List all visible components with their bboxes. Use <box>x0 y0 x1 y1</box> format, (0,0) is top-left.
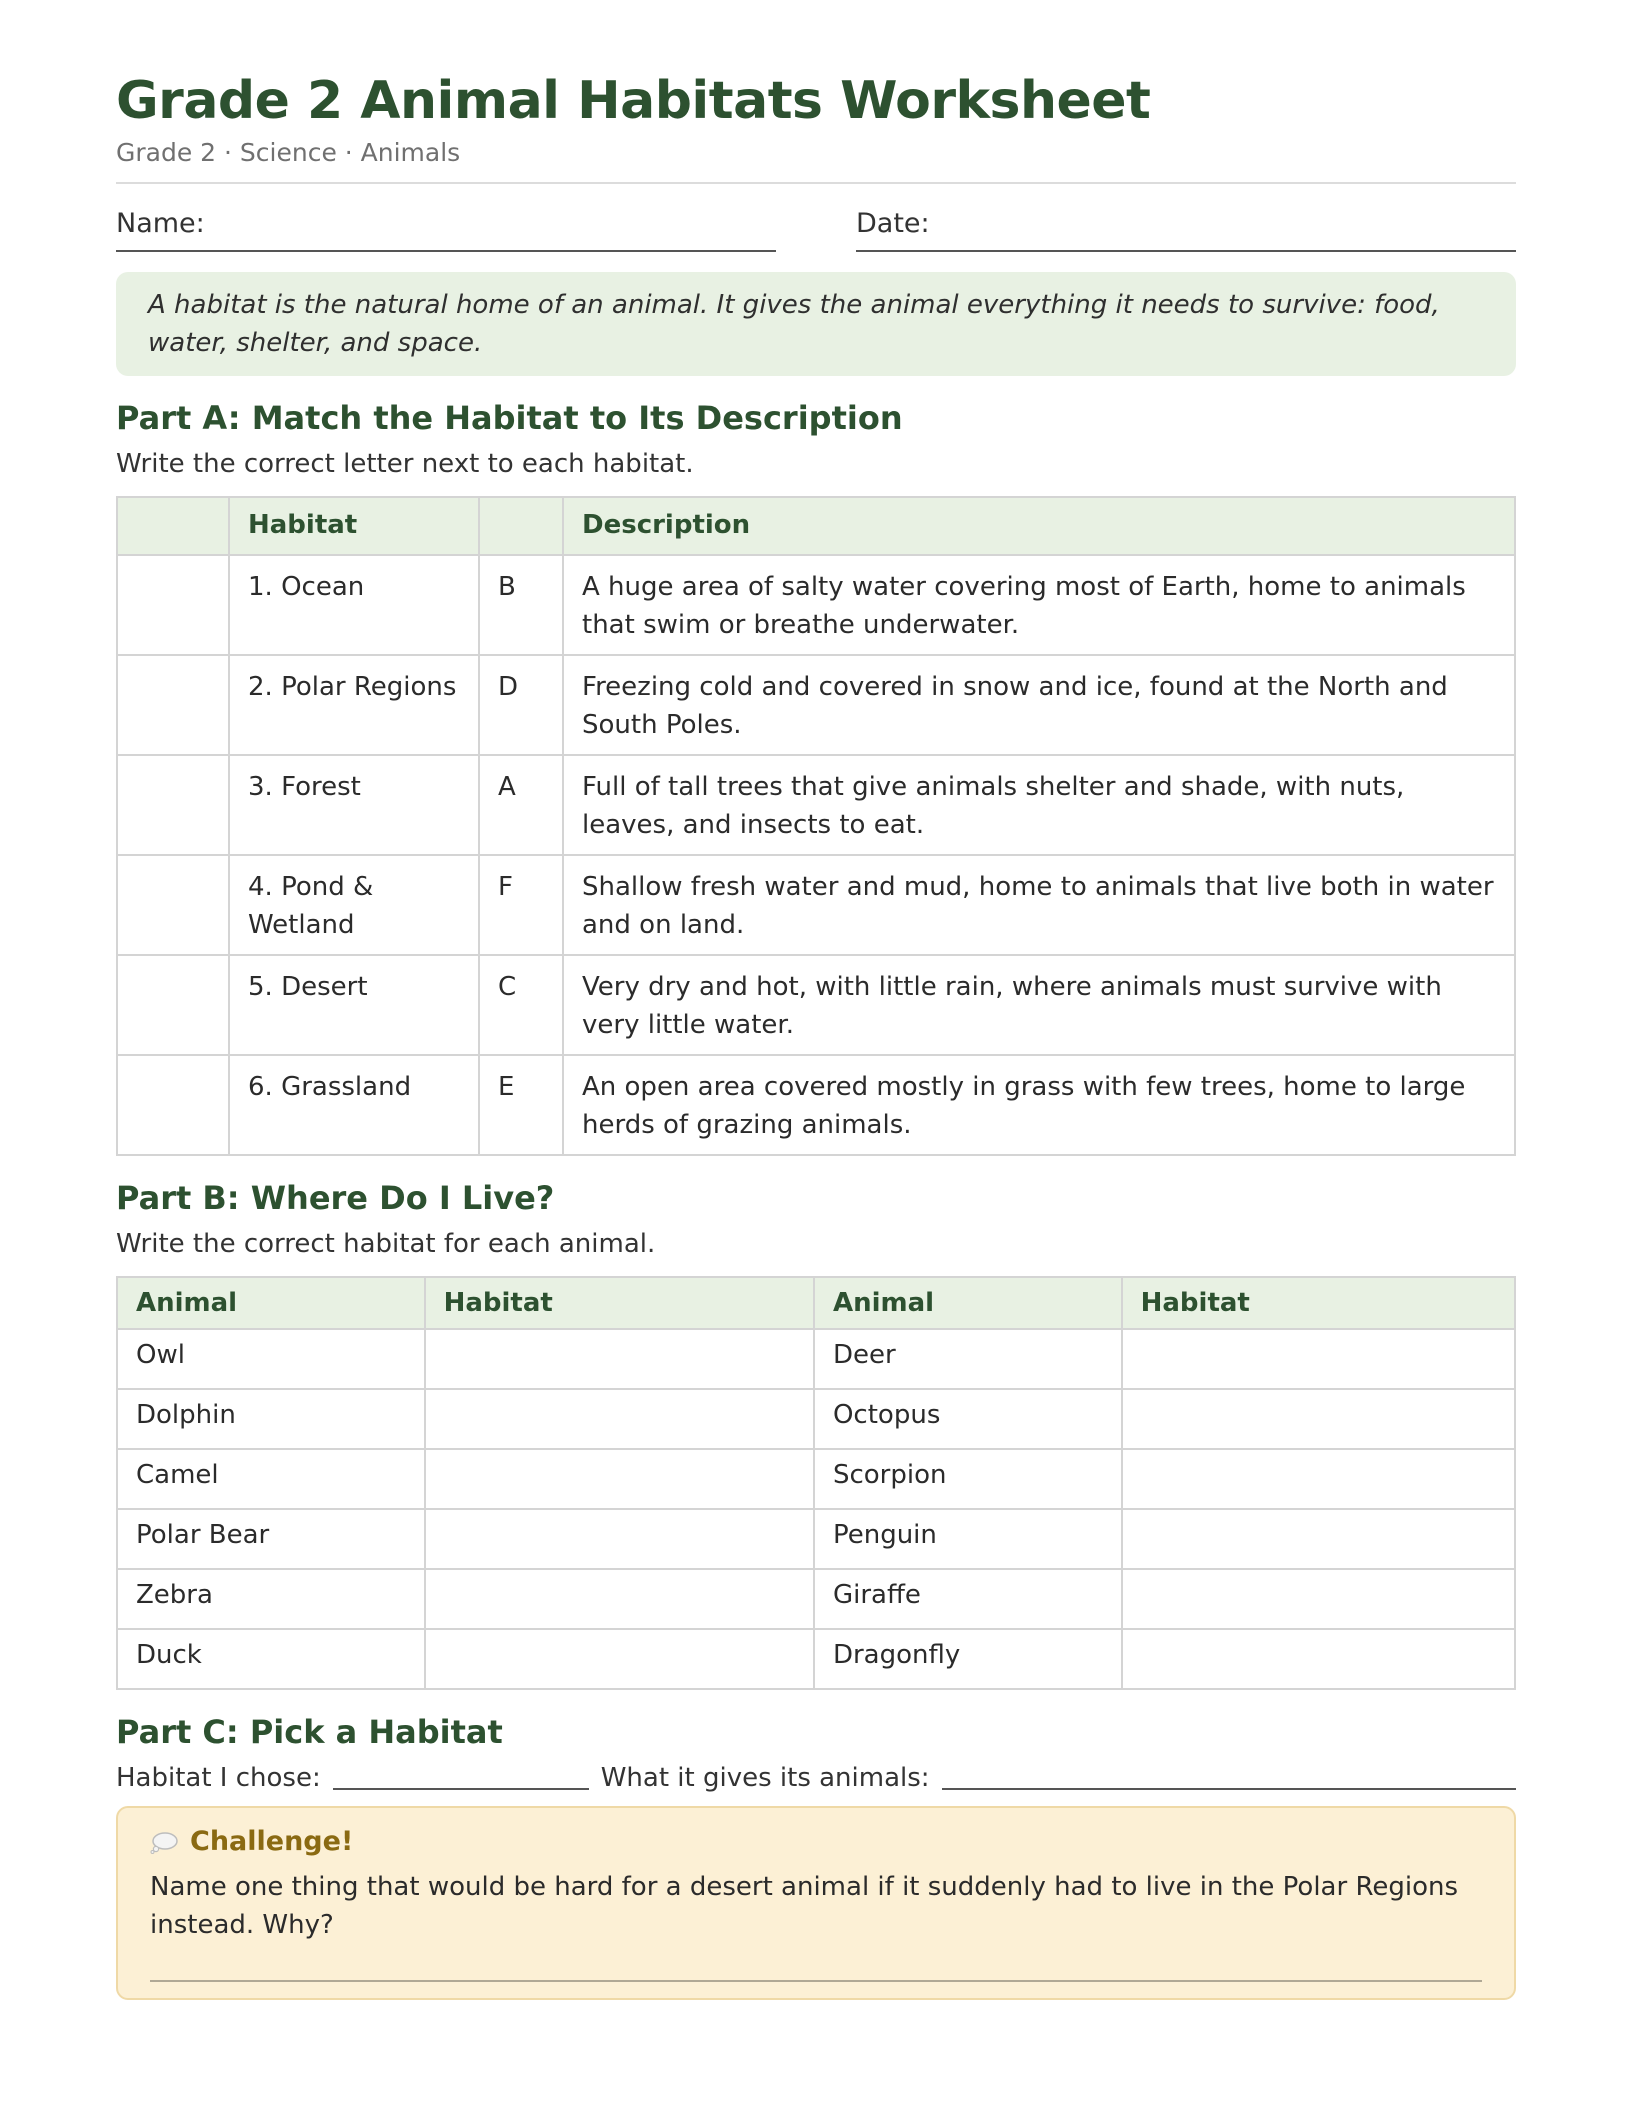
letter-cell: A <box>479 755 563 855</box>
part-c-title: Part C: Pick a Habitat <box>116 1713 503 1751</box>
animal-cell: Scorpion <box>814 1449 1122 1509</box>
table-row <box>117 955 1515 1055</box>
answer-blank[interactable] <box>117 855 229 955</box>
table-header-cell: Habitat <box>229 497 479 555</box>
animal-cell: Camel <box>117 1449 425 1509</box>
table-header-cell: Habitat <box>1122 1277 1515 1329</box>
page-title: Grade 2 Animal Habitats Worksheet <box>116 71 1151 131</box>
worksheet-page <box>116 70 1516 2000</box>
table-row <box>117 1055 1515 1155</box>
table-row <box>117 1389 1515 1449</box>
table-row <box>117 1329 1515 1389</box>
animal-cell: Octopus <box>814 1389 1122 1449</box>
part-a-instruction: Write the correct letter next to each habitat. <box>116 449 694 479</box>
habitat-chose-label: Habitat I chose: <box>116 1763 321 1793</box>
gives-label: What it gives its animals: <box>600 1763 930 1793</box>
animal-cell: Penguin <box>814 1509 1122 1569</box>
habitat-answer-cell[interactable] <box>1122 1329 1515 1389</box>
habitat-answer-cell[interactable] <box>425 1329 814 1389</box>
table-row <box>117 1509 1515 1569</box>
answer-blank[interactable] <box>117 1055 229 1155</box>
table-header-cell: Animal <box>117 1277 425 1329</box>
table-header-row <box>117 1277 1515 1329</box>
habitat-answer-cell[interactable] <box>1122 1629 1515 1689</box>
habitat-cell: 1. Ocean <box>229 555 479 655</box>
table-header-cell <box>117 497 229 555</box>
challenge-title: Challenge! <box>190 1826 354 1857</box>
date-field[interactable] <box>856 204 1516 252</box>
habitat-cell: 3. Forest <box>229 755 479 855</box>
letter-cell: C <box>479 955 563 1055</box>
intro-box: A habitat is the natural home of an animal. It gives the animal everything it needs to survive: food, water, shelter, and space. <box>116 272 1516 376</box>
description-cell: A huge area of salty water covering most of Earth, home to animals that swim or breathe underwater. <box>563 555 1515 655</box>
part-b-instruction: Write the correct habitat for each animal. <box>116 1229 656 1259</box>
part-a-table <box>116 496 1516 1156</box>
animal-cell: Giraffe <box>814 1569 1122 1629</box>
table-row <box>117 1629 1515 1689</box>
habitat-answer-cell[interactable] <box>1122 1569 1515 1629</box>
table-row <box>117 1569 1515 1629</box>
page-subtitle: Grade 2 · Science · Animals <box>116 138 461 167</box>
table-row <box>117 855 1515 955</box>
challenge-heading <box>150 1824 1482 1860</box>
habitat-answer-cell[interactable] <box>425 1449 814 1509</box>
habitat-cell: 6. Grassland <box>229 1055 479 1155</box>
habitat-cell: 4. Pond & Wetland <box>229 855 479 955</box>
letter-cell: E <box>479 1055 563 1155</box>
challenge-box <box>116 1806 1516 2000</box>
name-date-row <box>116 204 1516 252</box>
description-cell: Shallow fresh water and mud, home to animals that live both in water and on land. <box>563 855 1515 955</box>
habitat-cell: 5. Desert <box>229 955 479 1055</box>
date-label: Date: <box>856 208 930 239</box>
answer-blank[interactable] <box>117 655 229 755</box>
letter-cell: D <box>479 655 563 755</box>
letter-cell: B <box>479 555 563 655</box>
animal-cell: Owl <box>117 1329 425 1389</box>
animal-cell: Zebra <box>117 1569 425 1629</box>
answer-blank[interactable] <box>117 755 229 855</box>
habitat-answer-cell[interactable] <box>425 1389 814 1449</box>
part-a-title: Part A: Match the Habitat to Its Description <box>116 399 903 437</box>
habitat-answer-cell[interactable] <box>425 1629 814 1689</box>
description-cell: Freezing cold and covered in snow and ice, found at the North and South Poles. <box>563 655 1515 755</box>
animal-cell: Polar Bear <box>117 1509 425 1569</box>
animal-cell: Duck <box>117 1629 425 1689</box>
description-cell: Very dry and hot, with little rain, where animals must survive with very little water. <box>563 955 1515 1055</box>
letter-cell: F <box>479 855 563 955</box>
part-b-title: Part B: Where Do I Live? <box>116 1179 555 1217</box>
table-header-cell: Animal <box>814 1277 1122 1329</box>
habitat-cell: 2. Polar Regions <box>229 655 479 755</box>
table-header-cell: Habitat <box>425 1277 814 1329</box>
habitat-chose-blank[interactable] <box>333 1764 589 1790</box>
table-row <box>117 755 1515 855</box>
habitat-answer-cell[interactable] <box>425 1509 814 1569</box>
thought-bubble-icon <box>150 1832 176 1852</box>
part-c-row <box>116 1760 1516 1796</box>
animal-cell: Deer <box>814 1329 1122 1389</box>
table-row <box>117 1449 1515 1509</box>
habitat-answer-cell[interactable] <box>1122 1449 1515 1509</box>
name-label: Name: <box>116 208 205 239</box>
habitat-answer-cell[interactable] <box>1122 1509 1515 1569</box>
name-field[interactable] <box>116 204 776 252</box>
table-header-row <box>117 497 1515 555</box>
table-header-cell <box>479 497 563 555</box>
table-row <box>117 555 1515 655</box>
animal-cell: Dragonfly <box>814 1629 1122 1689</box>
table-header-cell: Description <box>563 497 1515 555</box>
habitat-answer-cell[interactable] <box>425 1569 814 1629</box>
answer-blank[interactable] <box>117 555 229 655</box>
part-b-table <box>116 1276 1516 1690</box>
challenge-text: Name one thing that would be hard for a desert animal if it suddenly had to live in the Polar Regions instead. Why? <box>150 1872 1458 1940</box>
challenge-answer-line[interactable] <box>150 1980 1482 1982</box>
animal-cell: Dolphin <box>117 1389 425 1449</box>
table-row <box>117 655 1515 755</box>
gives-blank[interactable] <box>942 1764 1516 1790</box>
description-cell: Full of tall trees that give animals shelter and shade, with nuts, leaves, and insects to eat. <box>563 755 1515 855</box>
habitat-answer-cell[interactable] <box>1122 1389 1515 1449</box>
description-cell: An open area covered mostly in grass with few trees, home to large herds of grazing animals. <box>563 1055 1515 1155</box>
header-divider <box>116 182 1516 184</box>
answer-blank[interactable] <box>117 955 229 1055</box>
